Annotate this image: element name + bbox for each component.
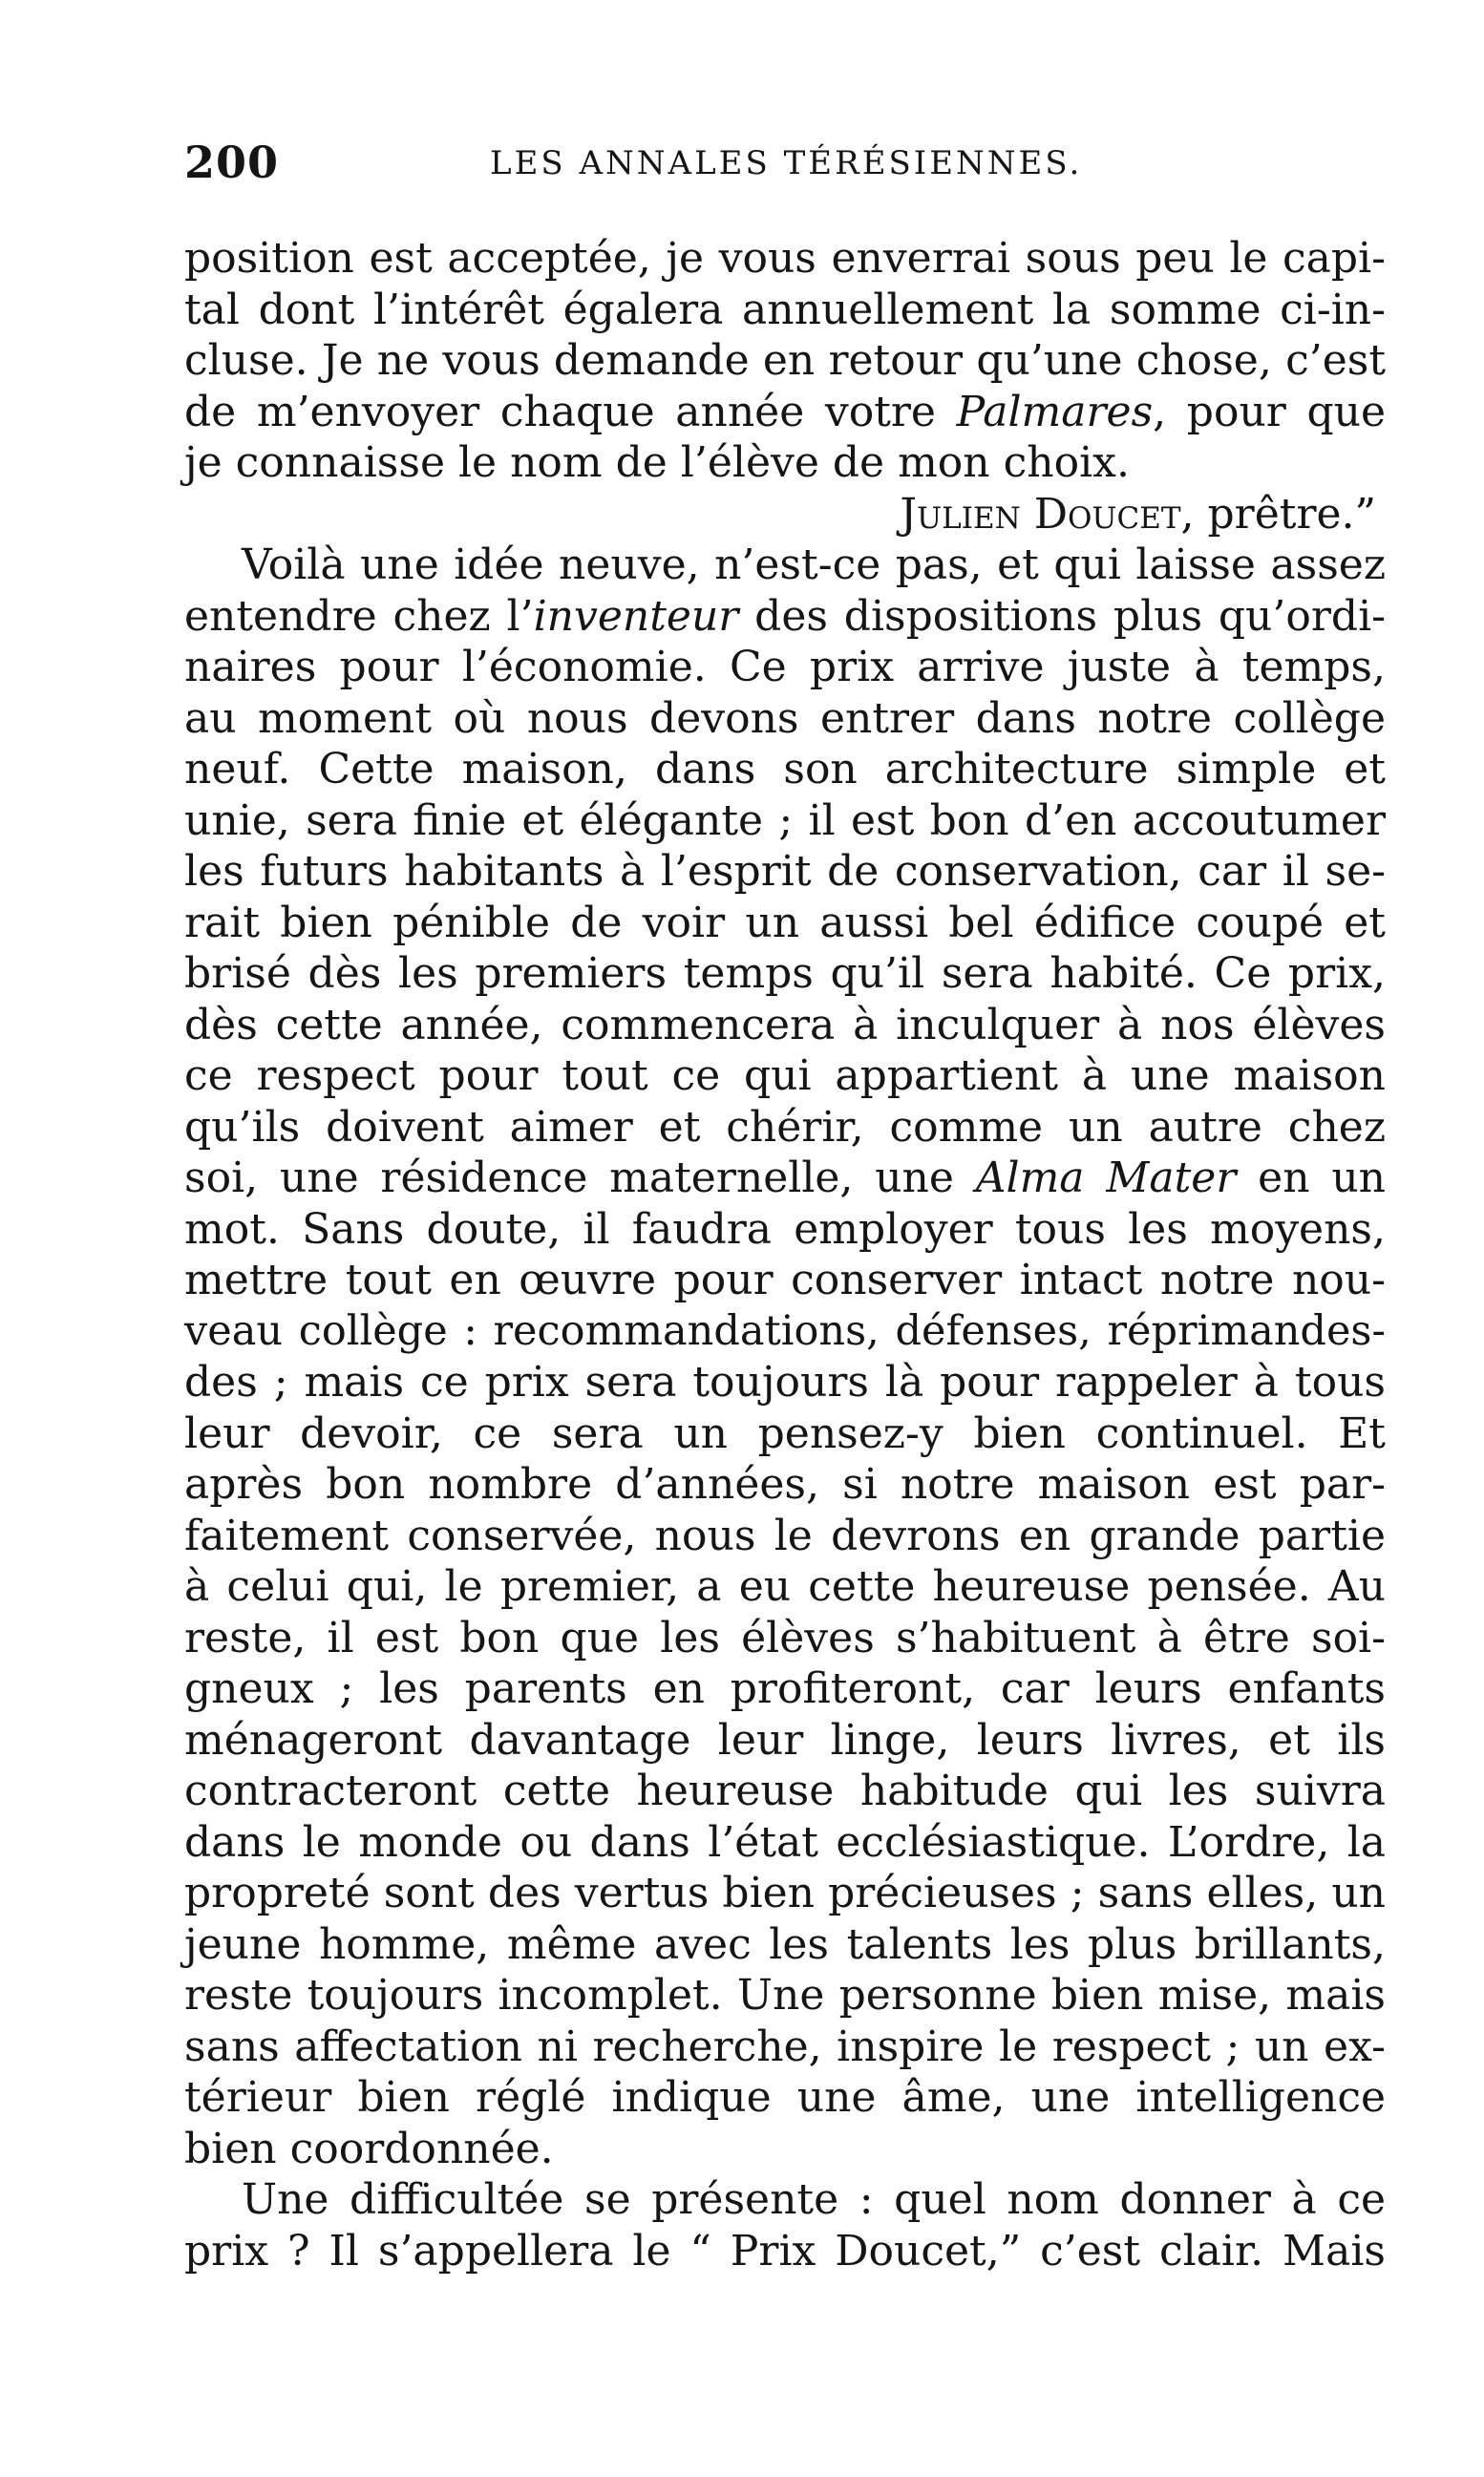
page-header <box>184 137 1388 194</box>
text-segment: soi, une résidence maternelle, une <box>184 1154 976 1202</box>
text-line: bien coordonnée. <box>184 2124 554 2173</box>
text-line: je connaisse le nom de l’élève de mon choix. <box>184 438 1130 487</box>
text-line: après bon nombre d’années, si notre maison est par- <box>184 1460 1386 1509</box>
text-line: rait bien pénible de voir un aussi bel édifice coupé et <box>184 898 1386 947</box>
text-line: prix ? Il s’appellera le “ Prix Doucet,” c’est clair. Mais <box>184 2226 1386 2276</box>
text-line: brisé dès les premiers temps qu’il sera habité. Ce prix, <box>184 949 1386 998</box>
text-line: ce respect pour tout ce qui appartient à une maison <box>184 1051 1386 1100</box>
text-line: veau collège : recommandations, défenses, réprimandes- <box>184 1306 1386 1355</box>
signature-line <box>184 489 1386 540</box>
text-line: naires pour l’économie. Ce prix arrive juste à temps, <box>184 643 1386 691</box>
italic-term: inventeur <box>533 591 739 641</box>
text-line: les futurs habitants à l’esprit de conservation, car il se- <box>184 847 1386 896</box>
text-line: leur devoir, ce sera un pensez-y bien continuel. Et <box>184 1408 1386 1458</box>
text-line <box>184 591 1386 643</box>
text-segment: , pour que <box>1153 387 1387 436</box>
italic-term: Palmares <box>956 387 1154 436</box>
text-line: tal dont l’intérêt égalera annuellement la somme ci-in- <box>184 285 1386 334</box>
text-line: unie, sera finie et élégante ; il est bon d’en accoutumer <box>184 795 1386 845</box>
text-segment: en un <box>1236 1154 1386 1202</box>
text-line: neuf. Cette maison, dans son architecture simple et <box>184 745 1386 794</box>
signature-title: , prêtre.” <box>1180 489 1376 539</box>
text-line: reste, il est bon que les élèves s’habituent à être soi- <box>184 1613 1386 1662</box>
text-segment: des dispositions plus qu’ordi- <box>738 591 1387 641</box>
text-line: au moment où nous devons entrer dans notre collège <box>184 693 1386 743</box>
text-line: dès cette année, commencera à inculquer à nos élèves <box>184 1000 1386 1049</box>
text-line <box>184 1153 1386 1204</box>
page-number: 200 <box>184 137 280 188</box>
signature-name: Julien Doucet <box>900 489 1181 539</box>
text-line: ménageront davantage leur linge, leurs livres, et ils <box>184 1715 1386 1765</box>
running-head: LES ANNALES TÉRÉSIENNES. <box>490 144 1083 182</box>
italic-term: Alma Mater <box>975 1154 1237 1202</box>
text-line: Une difficultée se présente : quel nom donner à ce <box>242 2175 1386 2224</box>
text-line: Voilà une idée neuve, n’est-ce pas, et qui laisse assez <box>242 540 1386 589</box>
text-line <box>184 387 1386 438</box>
text-line: faitement conservée, nous le devrons en grande partie <box>184 1511 1386 1560</box>
text-line: position est acceptée, je vous enverrai sous peu le capi- <box>184 234 1386 283</box>
text-segment: de m’envoyer chaque année votre <box>184 387 957 436</box>
text-line: jeune homme, même avec les talents les plus brillants, <box>184 1919 1386 1969</box>
text-line: propreté sont des vertus bien précieuses ; sans elles, un <box>184 1869 1386 1917</box>
text-line: cluse. Je ne vous demande en retour qu’une chose, c’est <box>184 336 1386 385</box>
text-line: contracteront cette heureuse habitude qui les suivra <box>184 1767 1386 1815</box>
text-line: des ; mais ce prix sera toujours là pour rappeler à tous <box>184 1358 1386 1407</box>
body-text <box>184 233 1386 2276</box>
text-line: mot. Sans doute, il faudra employer tous les moyens, <box>184 1204 1386 1254</box>
text-line: gneux ; les parents en profiteront, car leurs enfants <box>184 1664 1386 1713</box>
text-line: à celui qui, le premier, a eu cette heureuse pensée. Au <box>184 1562 1386 1611</box>
text-line: qu’ils doivent aimer et chérir, comme un autre chez <box>184 1102 1386 1152</box>
text-line: térieur bien réglé indique une âme, une intelligence <box>184 2073 1386 2122</box>
text-segment: entendre chez l’ <box>184 591 534 641</box>
text-line: mettre tout en œuvre pour conserver intact notre nou- <box>184 1256 1386 1304</box>
text-line: sans affectation ni recherche, inspire le respect ; un ex- <box>184 2022 1386 2071</box>
text-line: dans le monde ou dans l’état ecclésiastique. L’ordre, la <box>184 1817 1386 1867</box>
text-line: reste toujours incomplet. Une personne bien mise, mais <box>184 1971 1386 2020</box>
